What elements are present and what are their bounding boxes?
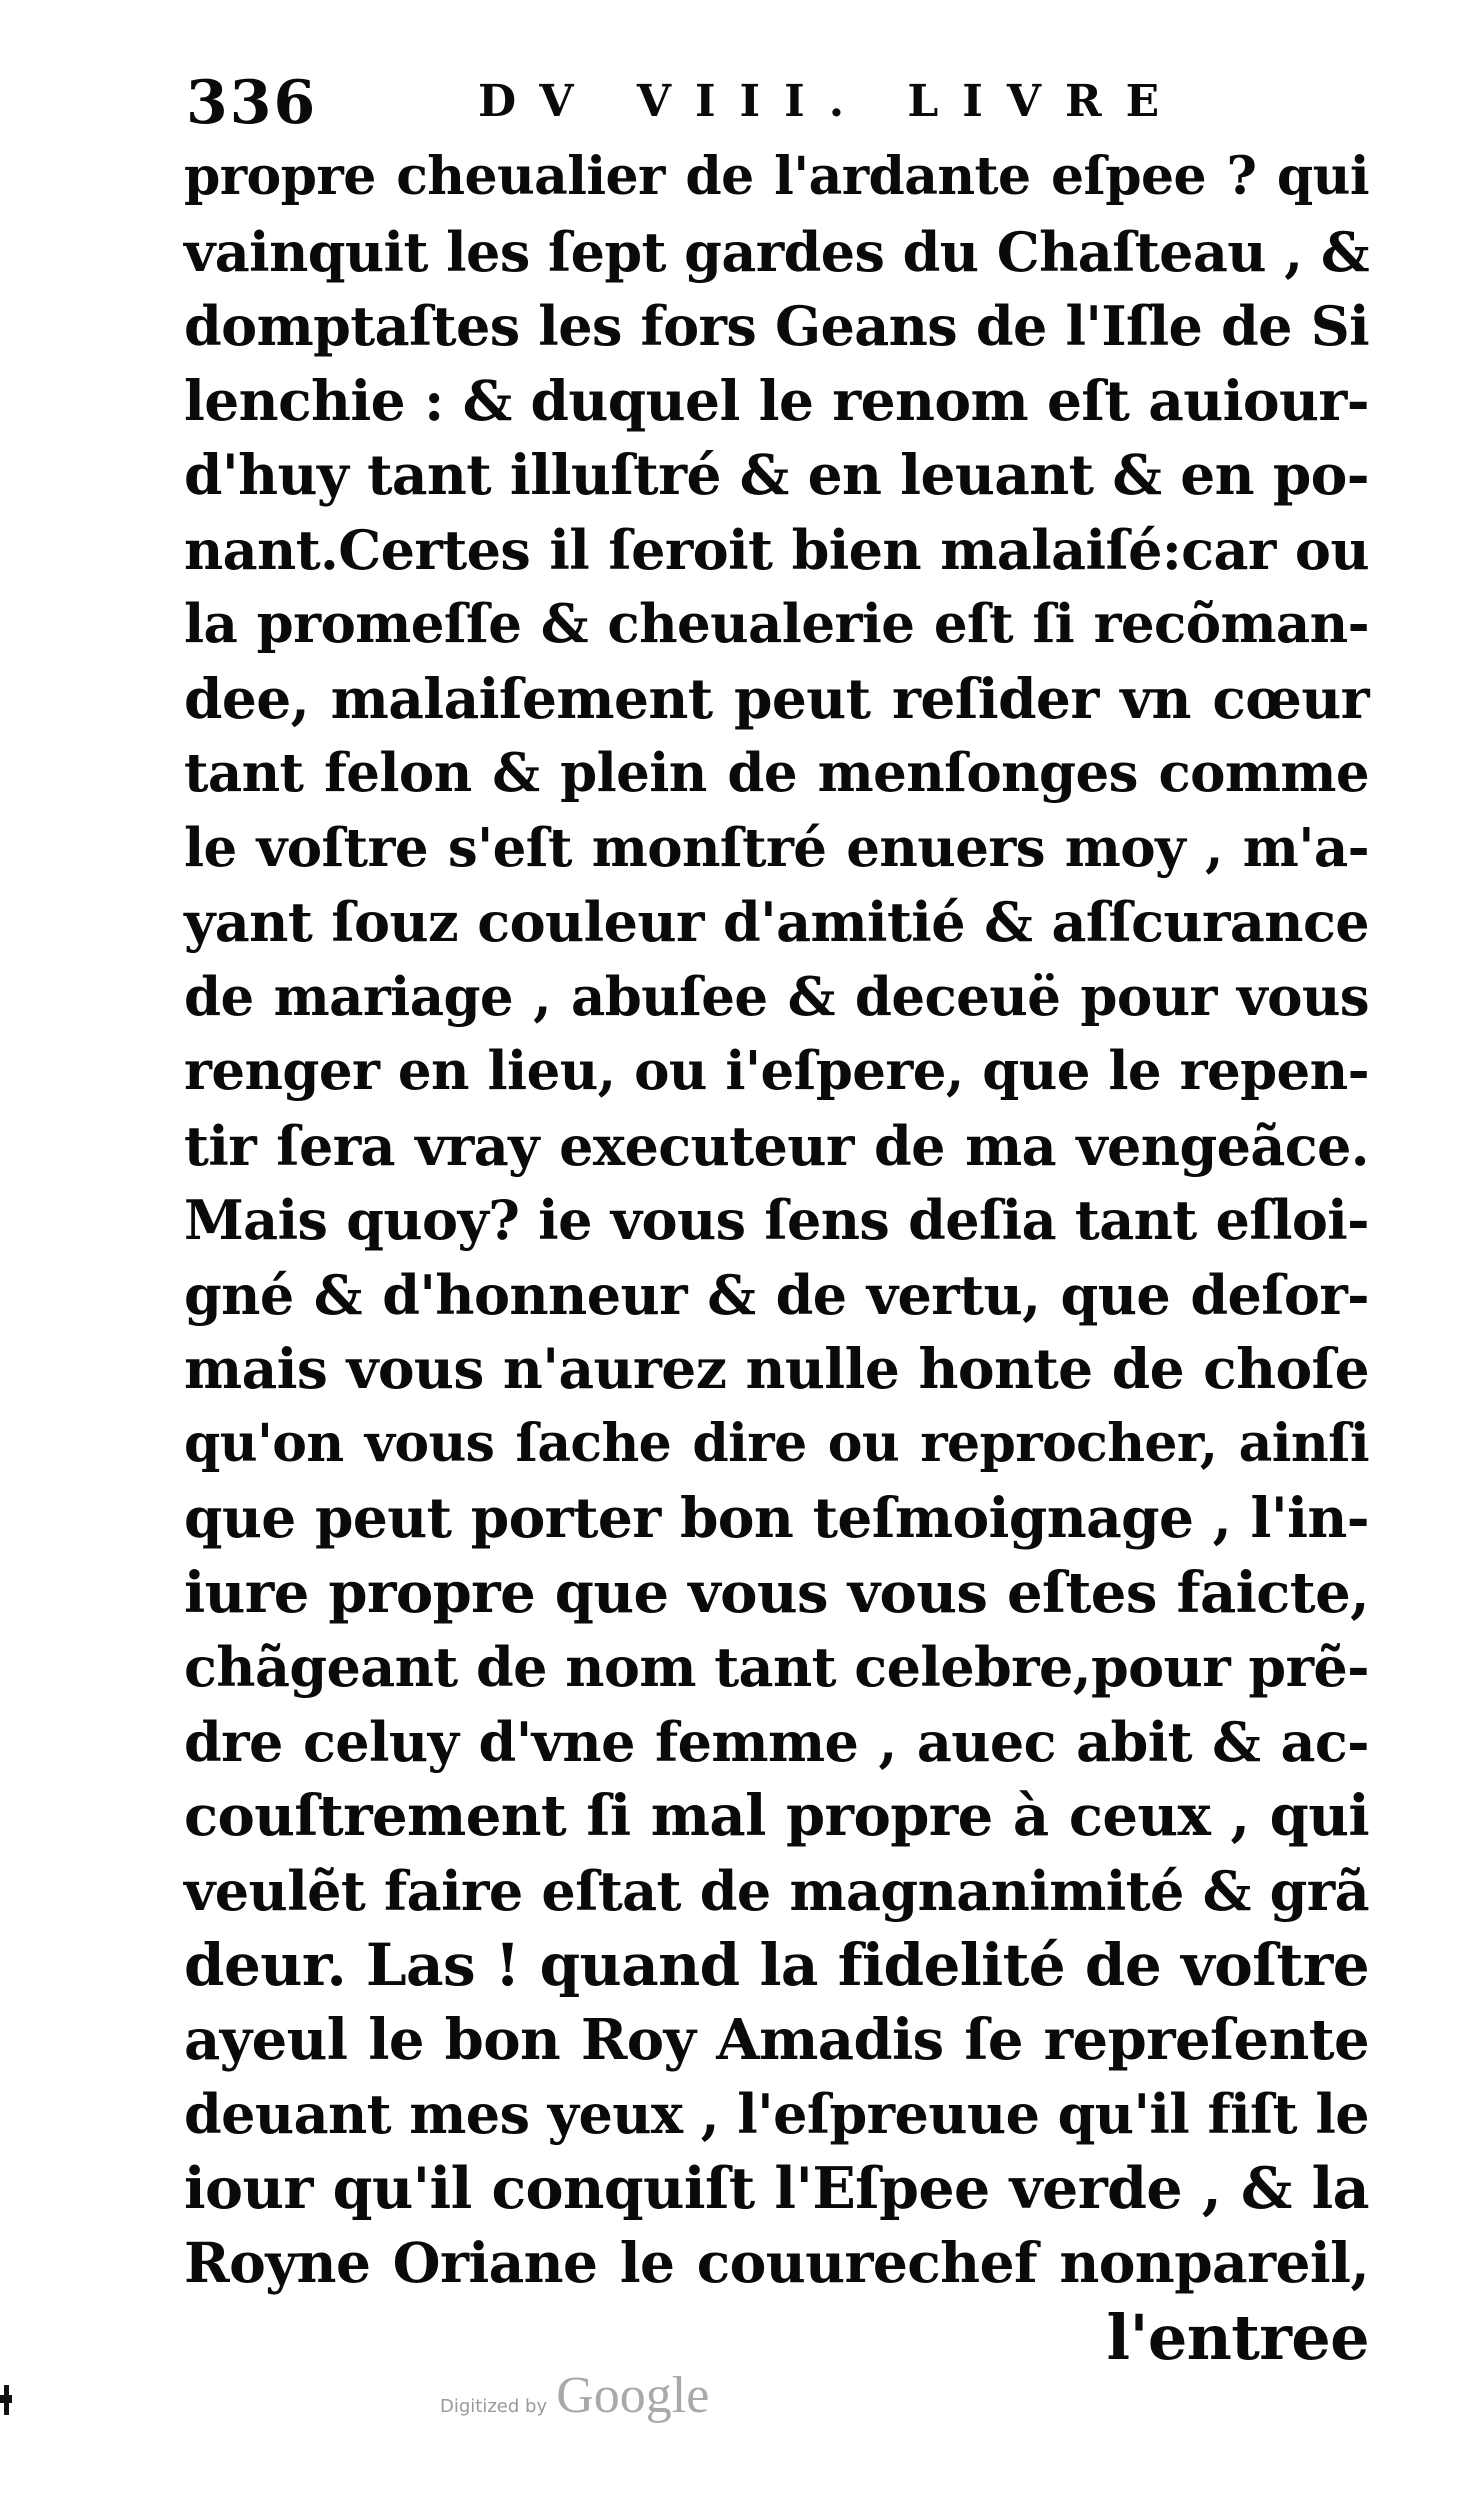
running-head: DV VIII. LIVRE <box>478 76 1184 127</box>
body-text <box>184 140 1369 2375</box>
text-line: ayeul le bon Roy Amadis ſe repreſente <box>184 2006 1369 2073</box>
page-header <box>186 68 1386 138</box>
page-number: 336 <box>186 68 318 138</box>
text-line: veulẽt faire eſtat de magnanimité & grã <box>184 1858 1369 1923</box>
text-line: couſtrement ſi mal propre à ceux , qui <box>184 1783 1369 1849</box>
text-line: deuant mes yeux , l'eſpreuue qu'il fiſt le <box>184 2082 1369 2146</box>
text-line: mais vous n'aurez nulle honte de choſe <box>184 1336 1369 1401</box>
text-line: qu'on vous ſache dire ou reprocher, ainſi <box>184 1412 1369 1474</box>
text-line: de mariage , abuſee & deceuë pour vous <box>184 965 1369 1028</box>
text-line: Royne Oriane le couurechef nonpareil, <box>184 2230 1369 2295</box>
text-line: iour qu'il conquiſt l'Eſpee verde , & la <box>184 2154 1369 2222</box>
text-line: yant ſouz couleur d'amitié & aſſcurance <box>184 890 1369 954</box>
text-line: chãgeant de nom tant celebre,pour prẽ- <box>184 1635 1369 1699</box>
text-line: dee, malaiſement peut reſider vn cœur <box>184 665 1369 731</box>
text-line: d'huy tant illuſtré & en leuant & en po- <box>184 442 1369 507</box>
text-line: tir ſera vray executeur de ma vengeãce. <box>184 1113 1369 1178</box>
text-line: lenchie : & duquel le renom eſt auiour- <box>184 367 1369 433</box>
text-line: deur. Las ! quand la fidelité de voſtre <box>184 1931 1369 1999</box>
digitized-watermark <box>440 2366 709 2430</box>
text-line: la promeſſe & cheualerie eſt ſi recõman- <box>184 593 1369 655</box>
text-line: tant felon & plein de menſonges comme <box>184 742 1369 804</box>
text-line: Mais quoy? ie vous ſens deſia tant eſloi- <box>184 1188 1369 1252</box>
text-line: propre cheualier de l'ardante eſpee ? qui <box>184 146 1369 207</box>
text-line: iure propre que vous vous eſtes faicte, <box>184 1559 1369 1626</box>
scan-edge-mark <box>0 2385 12 2415</box>
text-line: vainquit les ſept gardes du Chaſteau , & <box>184 219 1369 284</box>
text-line: nant.Certes il ſeroit bien malaiſé:car ou <box>184 517 1369 582</box>
watermark-prefix: Digitized by <box>440 2396 548 2417</box>
text-line: domptaſtes les fors Geans de l'Iſle de Si <box>184 294 1369 358</box>
google-logo: Google <box>556 2367 710 2424</box>
text-line: renger en lieu, ou i'eſpere, que le repen- <box>184 1040 1369 1102</box>
catchword: l'entree <box>1106 2300 1369 2374</box>
text-line: gné & d'honneur & de vertu, que deſor- <box>184 1262 1369 1327</box>
text-line: le voſtre s'eſt monſtré enuers moy , m'a- <box>184 816 1369 879</box>
text-line: dre celuy d'vne femme , auec abit & ac- <box>184 1709 1369 1774</box>
text-line: que peut porter bon teſmoignage , l'in- <box>184 1485 1369 1550</box>
